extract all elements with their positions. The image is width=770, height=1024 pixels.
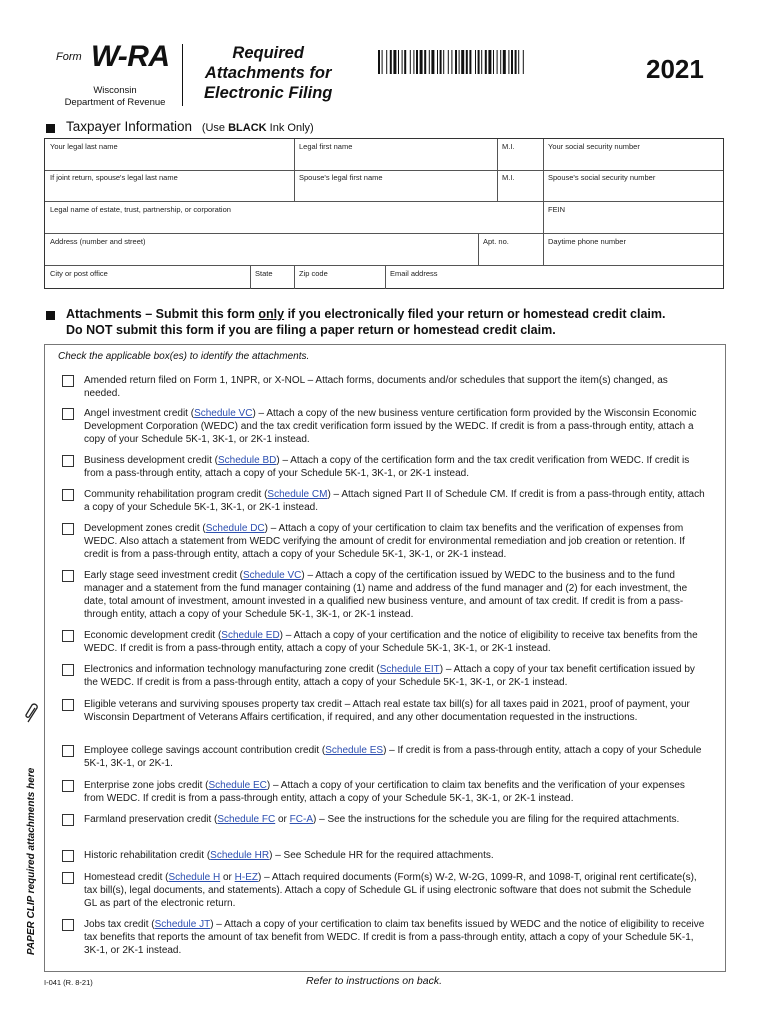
agency-line-1: Wisconsin (93, 85, 137, 96)
barcode-bar (440, 50, 442, 74)
barcode-bar (413, 50, 414, 74)
barcode-bar (469, 50, 471, 74)
attachment-item-text: ) – Attach a copy of your certification and the notice of eligibility to receive tax benefits from the WEDC. If credit is from a pass-through entity, attach a copy of your Schedule 5K-1, 3K-1, or 2K-1 instead. (84, 630, 698, 654)
barcode-bar (500, 50, 501, 74)
schedule-link[interactable]: Schedule JT (154, 919, 211, 930)
field-phone[interactable]: Daytime phone number (548, 237, 626, 246)
taxpayer-heading (66, 119, 314, 134)
attachment-item-text: Historic rehabilitation credit ( (84, 850, 211, 861)
attachments-heading-text-b: if you electronically filed your return or homestead credit claim. (284, 307, 666, 321)
grid-rule (497, 139, 498, 201)
field-fein[interactable]: FEIN (548, 205, 566, 214)
barcode-bar (448, 50, 449, 74)
attachment-item-text: ) – Attach signed Part II of Schedule CM. If credit is from a pass-through entity, attach a copy of your Schedule 5K-1, 3K-1, or 2K-1 instead. (84, 489, 705, 513)
attachment-checkbox[interactable] (62, 630, 74, 642)
grid-rule (45, 201, 723, 202)
attachments-heading-line-1 (66, 306, 731, 322)
attachment-item (84, 813, 706, 826)
field-spouse-ssn[interactable]: Spouse's social security number (548, 173, 656, 182)
barcode-bar (451, 50, 452, 74)
attachment-checkbox[interactable] (62, 455, 74, 467)
barcode-bar (443, 50, 444, 74)
attachment-item-text: Business development credit ( (84, 455, 218, 466)
attachment-item (84, 698, 706, 724)
attachment-item (84, 849, 706, 862)
grid-rule (45, 233, 723, 234)
barcode-bar (429, 50, 430, 74)
schedule-link[interactable]: Schedule H (168, 872, 221, 883)
attachment-item-text: Early stage seed investment credit ( (84, 570, 243, 581)
attachment-item-text: Eligible veterans and surviving spouses property tax credit – Attach real estate tax bill(s) for all taxes paid in 2021, proof of payment, your Wisconsin Department of Veterans Affairs certification, if required, and any other documentation requested in the instructions. (84, 699, 690, 723)
paperclip-label: PAPER CLIP required attachments here (26, 767, 37, 955)
field-spouse-last-name[interactable]: If joint return, spouse's legal last name (50, 173, 178, 182)
tax-year: 2021 (646, 54, 704, 84)
taxpayer-heading-title: Taxpayer Information (66, 119, 193, 134)
grid-rule (45, 170, 723, 171)
grid-rule (478, 233, 479, 265)
attachments-heading-line-2: Do NOT submit this form if you are filing a paper return or homestead credit claim. (66, 323, 556, 337)
attachment-item-text: ) – Attach a copy of your certification to claim tax benefits and the verification of your expenses from WEDC. If credit is from a pass-through entity, attach a copy of your Schedule 5K-1, 3K-1, or 2K-1 instead. (84, 780, 685, 804)
barcode-bar (481, 50, 482, 74)
schedule-link[interactable]: Schedule BD (217, 455, 277, 466)
attachment-checkbox[interactable] (62, 745, 74, 757)
attachment-item-text: ) – Attach required documents (Form(s) W-2, W-2G, 1099-R, and 1098-T, original rent certificate(s), tax bill(s), legal documents, and statements). Attach a copy of Schedule GL if using electronic software that does not submit the Schedule GL as part of the electronic return. (84, 872, 697, 909)
attachment-checkbox[interactable] (62, 814, 74, 826)
barcode-bar (497, 50, 498, 74)
barcode-bar (515, 50, 517, 74)
section-bullet (46, 124, 55, 133)
barcode-bar (424, 50, 426, 74)
schedule-link[interactable]: H-EZ (234, 872, 258, 883)
taxpayer-grid (44, 138, 724, 289)
schedule-link[interactable]: FC-A (289, 814, 313, 825)
form-title (204, 43, 332, 103)
barcode-bar (488, 50, 491, 74)
form-title-line-2: Attachments for (204, 64, 332, 82)
grid-rule (543, 139, 544, 265)
field-last-name[interactable]: Your legal last name (50, 142, 118, 151)
header-divider (182, 44, 183, 106)
schedule-link[interactable]: Schedule CM (267, 489, 328, 500)
attachment-item-text: Electronics and information technology manufacturing zone credit ( (84, 664, 380, 675)
attachment-item (84, 488, 706, 514)
grid-rule (294, 265, 295, 289)
barcode-bar (386, 50, 387, 74)
field-entity-name[interactable]: Legal name of estate, trust, partnership, or corporation (50, 205, 231, 214)
field-spouse-first-name[interactable]: Spouse's legal first name (299, 173, 383, 182)
schedule-link[interactable]: Schedule VC (242, 570, 302, 581)
attachment-checkbox[interactable] (62, 375, 74, 387)
attachment-checkbox[interactable] (62, 699, 74, 711)
grid-rule (385, 265, 386, 289)
attachment-item-text: ) – See Schedule HR for the required attachments. (269, 850, 494, 861)
attachment-item-text: Jobs tax credit ( (84, 919, 155, 930)
attachment-item-text: Community rehabilitation program credit ( (84, 489, 268, 500)
form-title-line-3: Electronic Filing (204, 84, 333, 102)
ink-note-post: Ink Only) (266, 122, 314, 134)
attachment-item (84, 629, 706, 655)
attachment-checkbox[interactable] (62, 664, 74, 676)
barcode-bar (431, 50, 434, 74)
attachment-item-text: Homestead credit ( (84, 872, 169, 883)
barcode-bar (478, 50, 480, 74)
barcode-bar (466, 50, 468, 74)
attachment-checkbox[interactable] (62, 570, 74, 582)
barcode-bar (410, 50, 411, 74)
barcode-bar (493, 50, 494, 74)
grid-rule (294, 139, 295, 201)
barcode-bar (475, 50, 476, 74)
attachment-checkbox[interactable] (62, 489, 74, 501)
checkbox-instruction: Check the applicable box(es) to identify the attachments. (58, 351, 310, 362)
attachment-item-text: or (220, 872, 235, 883)
barcode-bar (508, 50, 509, 74)
field-ssn[interactable]: Your social security number (548, 142, 640, 151)
attachment-item (84, 522, 706, 561)
field-zip[interactable]: Zip code (299, 269, 328, 278)
form-number: I-041 (R. 8-21) (44, 978, 93, 987)
attachment-item (84, 744, 706, 770)
barcode-bar (390, 50, 392, 74)
attachment-item-text: ) – Attach a copy of the certification form and the tax credit verification from WEDC. If credit is from a pass-through entity, attach a copy of your Schedule 5K-1, 3K-1, or 2K-1 instead. (84, 455, 690, 479)
attachment-item-text: Farmland preservation credit ( (84, 814, 218, 825)
schedule-link[interactable]: Schedule EIT (379, 664, 440, 675)
schedule-link[interactable]: Schedule ED (221, 630, 280, 641)
attachment-item-text: Development zones credit ( (84, 523, 206, 534)
attachment-item-text: ) – Attach a copy of the new business venture certification form provided by the Wisconsin Economic Development Corporation (WEDC) and the tax credit verification form issued by the WEDC. If credit is from a pass-through entity, attach a copy of your Schedule 5K-1, 3K-1, or 2K-1 instead. (84, 408, 697, 445)
attachment-item-text: ) – Attach a copy of your tax benefit certification issued by the WEDC. If credit is from a pass-through entity, attach a copy of your Schedule 5K-1, 3K-1, or 2K-1 instead. (84, 664, 695, 688)
agency-line-2: Department of Revenue (64, 97, 166, 108)
paperclip-icon (24, 702, 40, 724)
attachment-item-text: ) – Attach a copy of your certification to claim tax benefits and the verification of expenses from WEDC. Also attach a statement from WEDC verifying the amount of credit for environmental remediation and job creation or retention. If credit is from a pass-through entity, attach a copy of your Schedule 5K-1, 3K-1, or 2K-1 instead. (84, 523, 685, 560)
field-first-name[interactable]: Legal first name (299, 142, 353, 151)
barcode-bar (416, 50, 418, 74)
barcode-bar (378, 50, 380, 74)
barcode-bar (455, 50, 457, 74)
attachment-checkbox[interactable] (62, 408, 74, 420)
attachment-item-text: ) – Attach a copy of your certification to claim tax benefits issued by WEDC and the notice of eligibility to receive tax benefits that reports the amount of tax benefit from WEDC. If credit is from a pass-through entity, attach a copy of your Schedule 5K-1, 3K-1, or 2K-1 instead. (84, 919, 705, 956)
form-code: W-RA (91, 40, 170, 73)
attachment-checkbox[interactable] (62, 780, 74, 792)
attachment-item-text: Enterprise zone jobs credit ( (84, 780, 209, 791)
barcode-bar (402, 50, 403, 74)
attachments-heading (66, 306, 731, 338)
attachment-item-text: ) – Attach a copy of the certification issued by WEDC to the business and to the fund manager and a statement from the fund manager containing (1) name and address of the fund manager and (2) for each investment, the date, total amount of investment, amount invested in a qualified new business venture, and amount of tax credit. If credit is from a pass-through entity, attach a copy of your Schedule 5K-1, 3K-1, or 2K-1 instead. (84, 570, 688, 620)
form-title-line-1: Required (232, 44, 304, 62)
attachment-checkbox[interactable] (62, 872, 74, 884)
barcode-bar (393, 50, 396, 74)
attachments-heading-text-a: – Submit this form (141, 307, 259, 321)
field-state[interactable]: State (255, 269, 273, 278)
ink-note-bold: BLACK (228, 122, 267, 134)
attachment-item (84, 407, 706, 446)
barcode-bar (420, 50, 423, 74)
barcode-bar (398, 50, 399, 74)
attachment-checkbox[interactable] (62, 523, 74, 535)
schedule-link[interactable]: Schedule DC (205, 523, 265, 534)
field-mi[interactable]: M.I. (502, 142, 515, 151)
schedule-link[interactable]: Schedule HR (210, 850, 270, 861)
attachment-item (84, 663, 706, 689)
ink-note-pre: (Use (201, 122, 229, 134)
barcode-bar (437, 50, 438, 74)
barcode-bar (459, 50, 460, 74)
schedule-link[interactable]: Schedule VC (194, 408, 253, 419)
barcode-bar (511, 50, 513, 74)
barcode-bar (404, 50, 406, 74)
section-bullet (46, 311, 55, 320)
form-label: Form (56, 51, 82, 63)
agency-name (52, 85, 178, 109)
barcode-bar (518, 50, 519, 74)
field-spouse-mi[interactable]: M.I. (502, 173, 515, 182)
attachment-item-text: Angel investment credit ( (84, 408, 195, 419)
attachment-item-text: ) – If credit is from a pass-through entity, attach a copy of your Schedule 5K-1, 3K-1, or 2K-1. (84, 745, 702, 769)
attachments-heading-only: only (258, 307, 285, 321)
field-address[interactable]: Address (number and street) (50, 237, 146, 246)
schedule-link[interactable]: Schedule EC (208, 780, 267, 791)
attachment-item-text: or (275, 814, 290, 825)
ink-note (202, 122, 314, 134)
schedule-link[interactable]: Schedule FC (217, 814, 276, 825)
barcode-bar (382, 50, 383, 74)
attachment-item-text: Amended return filed on Form 1, 1NPR, or X-NOL – Attach forms, documents and/or schedules that support the item(s) changed, as needed. (84, 375, 668, 399)
barcode-graphic (378, 50, 618, 74)
field-email[interactable]: Email address (390, 269, 438, 278)
footer-note: Refer to instructions on back. (306, 975, 442, 987)
grid-rule (45, 265, 723, 266)
attachment-item-text: ) – See the instructions for the schedule you are filing for the required attachments. (313, 814, 680, 825)
barcode-bar (523, 50, 524, 74)
attachment-checkbox[interactable] (62, 850, 74, 862)
attachment-checkbox[interactable] (62, 919, 74, 931)
barcode-bar (485, 50, 487, 74)
attachment-item (84, 871, 706, 910)
attachment-item (84, 569, 706, 621)
attachments-heading-title: Attachments (66, 307, 142, 321)
barcode-bar (461, 50, 464, 74)
attachment-item-text: Employee college savings account contribution credit ( (84, 745, 326, 756)
barcode-bar (503, 50, 506, 74)
field-apt[interactable]: Apt. no. (483, 237, 509, 246)
grid-rule (250, 265, 251, 289)
attachment-item (84, 779, 706, 805)
attachment-item (84, 374, 706, 400)
schedule-link[interactable]: Schedule ES (325, 745, 384, 756)
attachment-item (84, 454, 706, 480)
field-city[interactable]: City or post office (50, 269, 108, 278)
attachment-item (84, 918, 706, 957)
attachment-item-text: Economic development credit ( (84, 630, 222, 641)
